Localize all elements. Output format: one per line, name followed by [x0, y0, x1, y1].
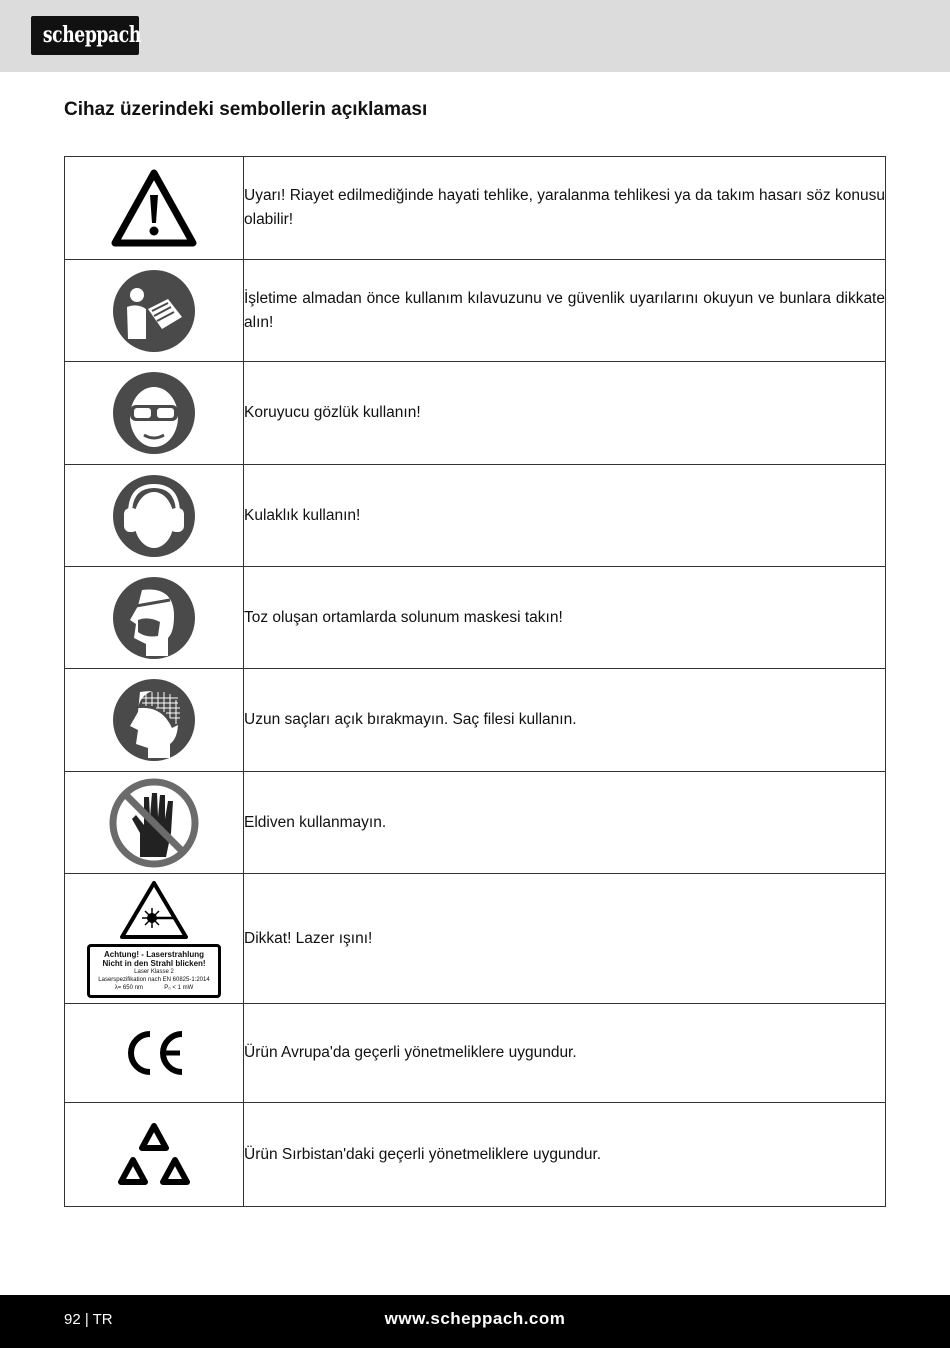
table-row: [65, 669, 886, 772]
table-row: [65, 157, 886, 260]
table-row: [65, 362, 886, 465]
warning-triangle-icon: [111, 169, 197, 247]
laser-label-line1: Achtung! - Laserstrahlung: [103, 949, 204, 959]
ce-mark-icon: [120, 1028, 188, 1078]
symbol-description: Koruyucu gözlük kullanın!: [244, 362, 886, 465]
table-row: [65, 260, 886, 362]
page-number: 92 | TR: [64, 1311, 113, 1328]
icon-cell: [65, 362, 244, 465]
laser-label: [87, 944, 221, 998]
brand-logo-text: scheppach: [42, 22, 141, 48]
table-row: [65, 567, 886, 669]
symbol-description: Ürün Sırbistan'daki geçerli yönetmeliklere uygundur.: [244, 1103, 886, 1207]
icon-cell: [65, 260, 244, 362]
brand-logo: [31, 16, 139, 55]
symbol-description: Uyarı! Riayet edilmediğinde hayati tehlike, yaralanma tehlikesi ya da takım hasarı söz konusu olabilir!: [244, 157, 886, 260]
icon-cell: [65, 157, 244, 260]
icon-cell: [65, 465, 244, 567]
symbol-description: Kulaklık kullanın!: [244, 465, 886, 567]
icon-cell: [65, 772, 244, 874]
laser-label-line4: Laserspezifikation nach EN 60825-1:2014: [98, 976, 210, 983]
table-row: [65, 1004, 886, 1103]
hair-net-icon: [112, 678, 196, 762]
symbol-description: Toz oluşan ortamlarda solunum maskesi takın!: [244, 567, 886, 669]
symbol-description: İşletime almadan önce kullanım kılavuzunu ve güvenlik uyarılarını okuyun ve bunlara dikkate alın!: [244, 260, 886, 362]
safety-goggles-icon: [112, 371, 196, 455]
laser-label-line2: Nicht in den Strahl blicken!: [102, 958, 206, 968]
respirator-mask-icon: [112, 576, 196, 660]
symbol-description: Ürün Avrupa'da geçerli yönetmeliklere uygundur.: [244, 1004, 886, 1103]
page-header: [0, 0, 950, 72]
page-footer: [0, 1295, 950, 1348]
symbol-description: Eldiven kullanmayın.: [244, 772, 886, 874]
laser-label-wavelength: λ= 650 nm: [114, 984, 143, 991]
icon-cell: [65, 1103, 244, 1207]
icon-cell: [65, 874, 244, 1004]
icon-cell: [65, 567, 244, 669]
icon-cell: [65, 669, 244, 772]
website-link[interactable]: www.scheppach.com: [384, 1309, 566, 1328]
table-row: [65, 874, 886, 1004]
table-row: [65, 1103, 886, 1207]
read-manual-icon: [112, 269, 196, 353]
icon-cell: [65, 1004, 244, 1103]
page-title: Cihaz üzerindeki sembollerin açıklaması: [64, 99, 428, 120]
symbol-description: Uzun saçları açık bırakmayın. Saç filesi kullanın.: [244, 669, 886, 772]
symbol-description: Dikkat! Lazer ışını!: [244, 874, 886, 1004]
table-row: [65, 772, 886, 874]
laser-label-line3: Laser Klasse 2: [134, 968, 174, 975]
ear-protection-icon: [112, 474, 196, 558]
symbols-table: [64, 156, 886, 1207]
laser-label-power: P₀ < 1 mW: [164, 984, 194, 991]
laser-warning-icon: [119, 880, 189, 940]
table-row: [65, 465, 886, 567]
no-gloves-icon: [108, 777, 200, 869]
serbia-conformity-icon: [117, 1122, 191, 1188]
